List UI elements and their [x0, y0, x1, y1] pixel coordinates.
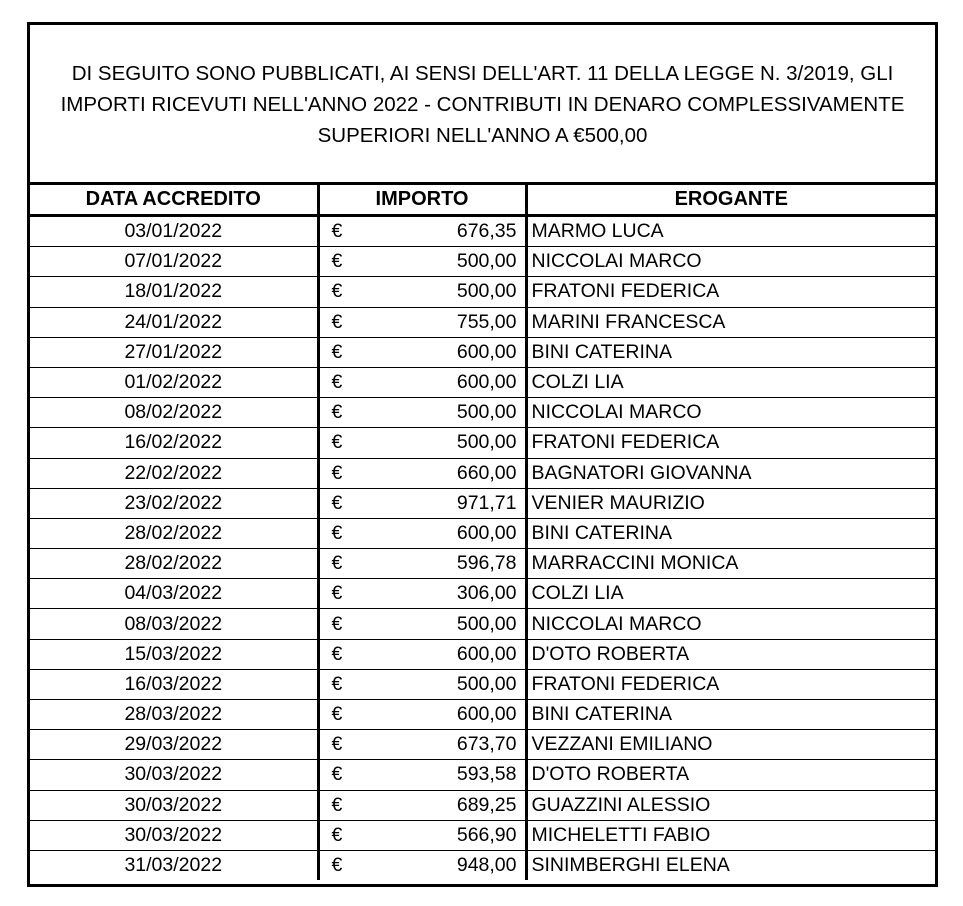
date-cell: 30/03/2022	[30, 820, 318, 850]
donor-cell: VEZZANI EMILIANO	[526, 730, 935, 760]
currency-symbol: €	[331, 310, 343, 333]
table-row	[30, 639, 935, 669]
donor-cell: FRATONI FEDERICA	[526, 428, 935, 458]
amount-value: 500,00	[456, 431, 517, 454]
donor-cell: BAGNATORI GIOVANNA	[526, 458, 935, 488]
table-row	[30, 669, 935, 699]
date-cell: 27/01/2022	[30, 337, 318, 367]
currency-symbol: €	[331, 371, 343, 394]
amount-value: 676,35	[456, 220, 517, 243]
table-row	[30, 850, 935, 880]
amount-cell	[318, 790, 526, 820]
amount-cell	[318, 367, 526, 397]
donor-cell: BINI CATERINA	[526, 337, 935, 367]
amount-cell	[318, 609, 526, 639]
amount-value: 600,00	[456, 703, 517, 726]
amount-cell	[318, 820, 526, 850]
donor-cell: GUAZZINI ALESSIO	[526, 790, 935, 820]
amount-cell	[318, 760, 526, 790]
amount-value: 500,00	[456, 401, 517, 424]
table-row	[30, 790, 935, 820]
amount-value: 600,00	[456, 371, 517, 394]
donor-cell: SINIMBERGHI ELENA	[531, 854, 730, 877]
amount-cell	[318, 458, 526, 488]
amount-cell	[318, 337, 526, 367]
date-cell: 18/01/2022	[30, 277, 318, 307]
amount-value: 600,00	[456, 521, 517, 544]
table-row	[30, 518, 935, 548]
currency-symbol: €	[331, 703, 343, 726]
table-body	[30, 216, 935, 881]
date-cell: 28/02/2022	[30, 518, 318, 548]
donor-cell: NICCOLAI MARCO	[526, 247, 935, 277]
date-cell: 08/02/2022	[30, 398, 318, 428]
donor-cell: FRATONI FEDERICA	[526, 669, 935, 699]
contributions-table	[30, 185, 935, 880]
currency-symbol: €	[331, 672, 343, 695]
currency-symbol: €	[331, 521, 343, 544]
currency-symbol: €	[331, 642, 343, 665]
amount-value: 500,00	[456, 672, 517, 695]
donor-cell: COLZI LIA	[526, 367, 935, 397]
table-row	[30, 428, 935, 458]
date-cell: 24/01/2022	[30, 307, 318, 337]
amount-value: 689,25	[456, 793, 517, 816]
amount-cell	[318, 669, 526, 699]
amount-cell	[318, 247, 526, 277]
date-cell: 30/03/2022	[30, 790, 318, 820]
column-header-donor: EROGANTE	[526, 185, 935, 216]
amount-value: 660,00	[456, 461, 517, 484]
donor-cell: NICCOLAI MARCO	[526, 398, 935, 428]
table-row	[30, 337, 935, 367]
donor-cell: VENIER MAURIZIO	[526, 488, 935, 518]
table-row	[30, 277, 935, 307]
amount-cell	[318, 850, 526, 880]
currency-symbol: €	[331, 431, 343, 454]
amount-cell	[318, 428, 526, 458]
amount-cell	[318, 579, 526, 609]
amount-cell	[318, 277, 526, 307]
date-cell: 01/02/2022	[30, 367, 318, 397]
currency-symbol: €	[331, 220, 343, 243]
amount-value: 600,00	[456, 340, 517, 363]
column-header-date: DATA ACCREDITO	[30, 185, 318, 216]
amount-value: 600,00	[456, 642, 517, 665]
amount-value: 500,00	[456, 250, 517, 273]
amount-value: 306,00	[456, 582, 517, 605]
amount-value: 755,00	[456, 310, 517, 333]
date-cell: 23/02/2022	[30, 488, 318, 518]
header-box	[30, 25, 935, 185]
currency-symbol: €	[331, 793, 343, 816]
date-cell: 16/02/2022	[30, 428, 318, 458]
currency-symbol: €	[331, 461, 343, 484]
amount-value: 596,78	[456, 552, 517, 575]
date-cell: 29/03/2022	[30, 730, 318, 760]
currency-symbol: €	[331, 552, 343, 575]
donor-cell: MARINI FRANCESCA	[526, 307, 935, 337]
table-row	[30, 700, 935, 730]
amount-cell	[318, 518, 526, 548]
amount-cell	[318, 639, 526, 669]
amount-value: 566,90	[456, 823, 517, 846]
currency-symbol: €	[331, 340, 343, 363]
date-cell: 07/01/2022	[30, 247, 318, 277]
donor-cell: FRATONI FEDERICA	[526, 277, 935, 307]
amount-value: 948,00	[456, 854, 517, 877]
date-cell: 04/03/2022	[30, 579, 318, 609]
date-cell: 28/03/2022	[30, 700, 318, 730]
table-row	[30, 820, 935, 850]
amount-value: 971,71	[456, 491, 517, 514]
donor-cell: COLZI LIA	[526, 579, 935, 609]
amount-cell	[318, 730, 526, 760]
date-cell: 31/03/2022	[30, 850, 318, 880]
table-header-row	[30, 185, 935, 216]
amount-value: 500,00	[456, 612, 517, 635]
currency-symbol: €	[331, 280, 343, 303]
amount-cell	[318, 549, 526, 579]
table-row	[30, 730, 935, 760]
currency-symbol: €	[331, 763, 343, 786]
table-row	[30, 247, 935, 277]
currency-symbol: €	[331, 823, 343, 846]
currency-symbol: €	[331, 612, 343, 635]
table-row	[30, 760, 935, 790]
amount-value: 500,00	[456, 280, 517, 303]
date-cell: 28/02/2022	[30, 549, 318, 579]
amount-cell	[318, 216, 526, 247]
donor-cell: MARRACCINI MONICA	[526, 549, 935, 579]
donor-cell: BINI CATERINA	[526, 518, 935, 548]
date-cell: 16/03/2022	[30, 669, 318, 699]
document-frame	[27, 22, 938, 887]
donor-cell: MARMO LUCA	[526, 216, 935, 247]
amount-cell	[318, 488, 526, 518]
amount-cell	[318, 398, 526, 428]
table-row	[30, 549, 935, 579]
table-row	[30, 488, 935, 518]
donor-cell: D'OTO ROBERTA	[526, 639, 935, 669]
amount-value: 593,58	[456, 763, 517, 786]
currency-symbol: €	[331, 491, 343, 514]
amount-value: 673,70	[456, 733, 517, 756]
amount-cell	[318, 700, 526, 730]
date-cell: 08/03/2022	[30, 609, 318, 639]
table-row	[30, 609, 935, 639]
column-header-amount: IMPORTO	[318, 185, 526, 216]
table-row	[30, 398, 935, 428]
donor-cell: MICHELETTI FABIO	[526, 820, 935, 850]
table-row	[30, 458, 935, 488]
donor-cell: BINI CATERINA	[526, 700, 935, 730]
page-title: DI SEGUITO SONO PUBBLICATI, AI SENSI DELL'ART. 11 DELLA LEGGE N. 3/2019, GLI IMPORTI RICEVUTI NELL'ANNO 2022 - CONTRIBUTI IN DENARO COMPLESSIVAMENTE SUPERIORI NELL'ANNO A €500,00	[60, 62, 905, 147]
date-cell: 15/03/2022	[30, 639, 318, 669]
date-cell: 30/03/2022	[30, 760, 318, 790]
table-row	[30, 307, 935, 337]
donor-cell: D'OTO ROBERTA	[526, 760, 935, 790]
table-row	[30, 367, 935, 397]
date-cell: 22/02/2022	[30, 458, 318, 488]
amount-cell	[318, 307, 526, 337]
currency-symbol: €	[331, 582, 343, 605]
currency-symbol: €	[331, 250, 343, 273]
currency-symbol: €	[331, 733, 343, 756]
currency-symbol: €	[331, 854, 343, 877]
currency-symbol: €	[331, 401, 343, 424]
date-cell: 03/01/2022	[30, 216, 318, 247]
table-row	[30, 216, 935, 247]
table-row	[30, 579, 935, 609]
donor-cell: NICCOLAI MARCO	[526, 609, 935, 639]
